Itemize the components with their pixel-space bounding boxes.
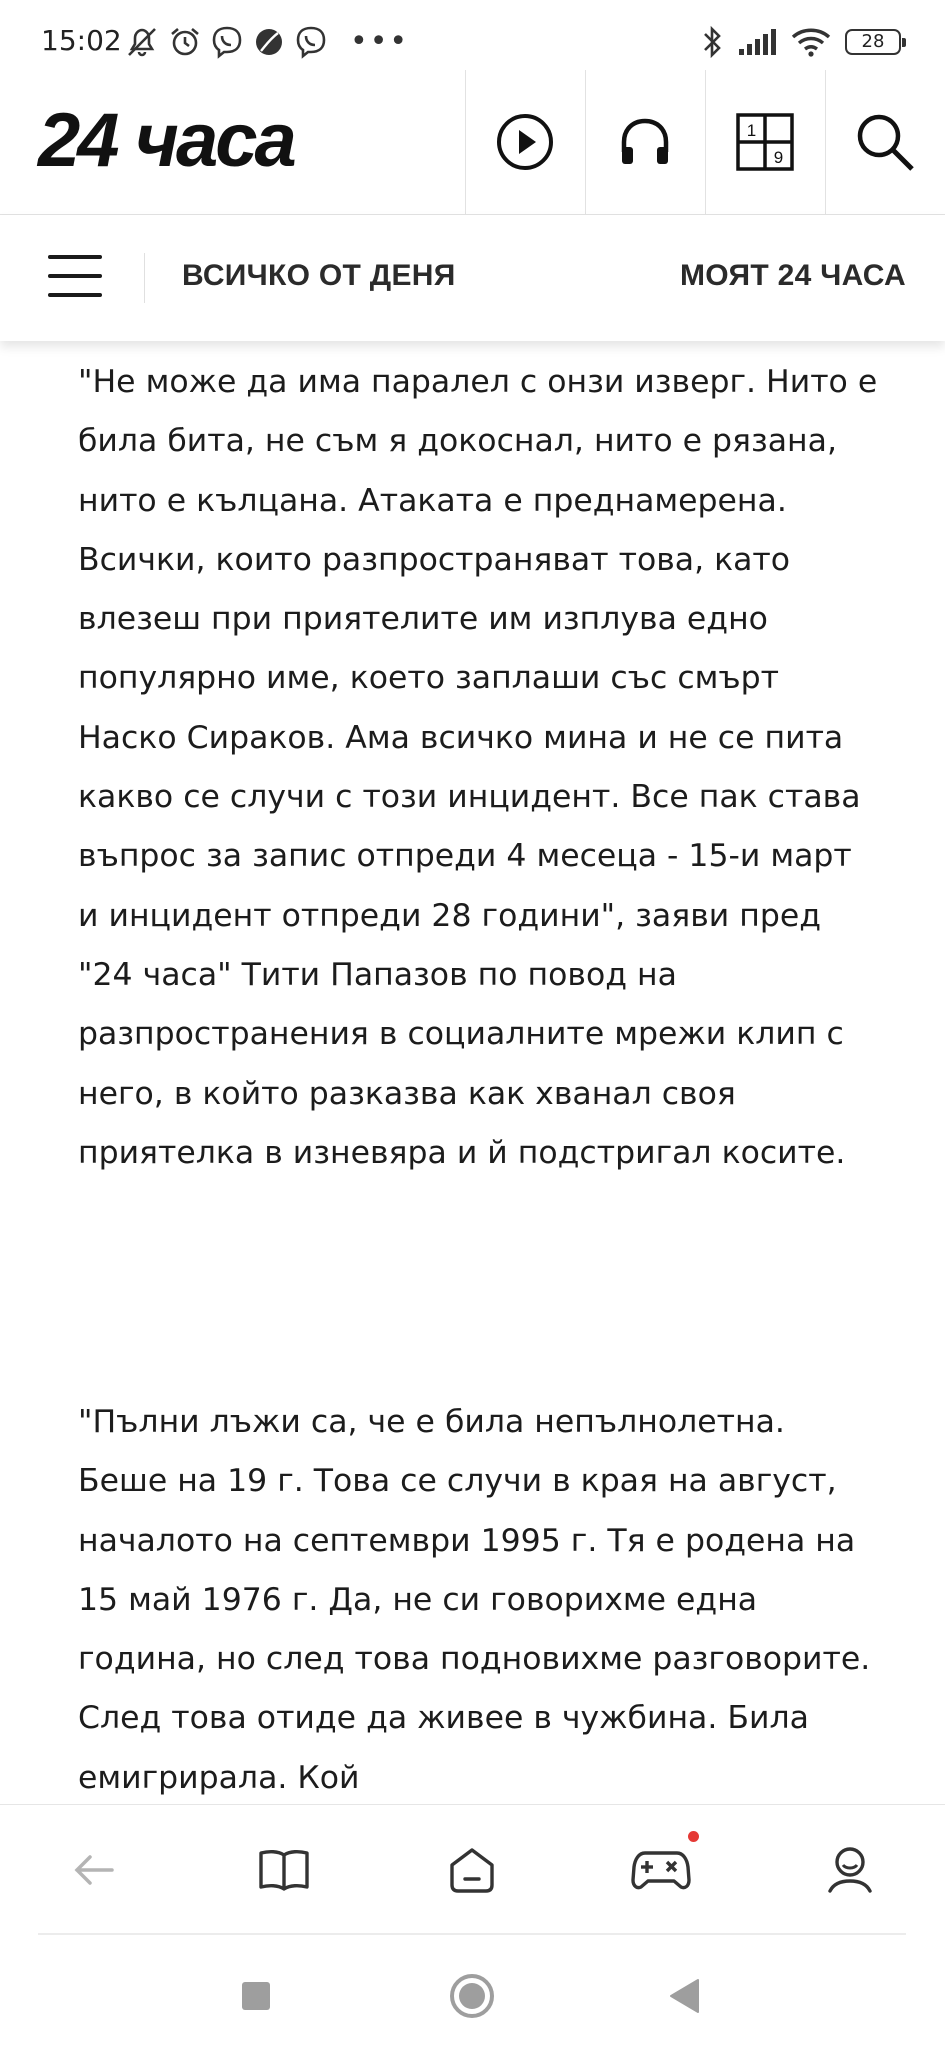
moon-icon: [252, 25, 286, 59]
signal-icon: [737, 27, 777, 57]
sudoku-icon: [735, 112, 795, 172]
section-nav: [0, 215, 945, 341]
search-icon: [854, 111, 916, 173]
back-triangle-icon: [668, 1978, 702, 2014]
hamburger-menu-button[interactable]: [48, 255, 104, 301]
system-back-button[interactable]: [655, 1966, 715, 2026]
recents-button[interactable]: [226, 1966, 286, 2026]
article-body: [0, 341, 945, 1804]
play-icon: [495, 112, 555, 172]
profile-icon: [826, 1845, 874, 1895]
viber-icon: [210, 25, 244, 59]
bottom-divider: [38, 1933, 906, 1935]
gamepad-icon: [631, 1847, 691, 1893]
sudoku-digit: 9: [773, 148, 784, 167]
battery-icon: 28: [845, 29, 901, 55]
alarm-icon: [168, 25, 202, 59]
wifi-icon: [791, 26, 831, 58]
menu-line: [48, 255, 102, 259]
article-paragraph: "Пълни лъжи са, че е била непълнолетна. Беше на 19 г. Това се случи в края на август, началото на септември 1995 г. Тя е родена на 15 май 1976 г. Да, не си говорихме една година, но след това подновихме разговорите. След това отиде да живее в чужбина. Била емигрирала. Кой: [78, 1404, 871, 1796]
notification-dot: [688, 1831, 699, 1842]
book-icon: [258, 1847, 310, 1893]
site-header: [0, 70, 945, 215]
system-navigation: [0, 1936, 945, 2048]
status-time: 15:02: [41, 24, 122, 57]
podcast-button[interactable]: [585, 70, 704, 214]
search-button[interactable]: [825, 70, 944, 214]
sudoku-button[interactable]: [705, 70, 824, 214]
profile-button[interactable]: [810, 1835, 890, 1905]
bluetooth-icon: [701, 24, 723, 60]
menu-line: [48, 293, 102, 297]
more-icon: •••: [350, 24, 410, 59]
status-icons-right: [701, 22, 901, 62]
games-button[interactable]: [621, 1835, 701, 1905]
back-button[interactable]: [54, 1835, 134, 1905]
back-arrow-icon: [72, 1852, 116, 1888]
article-paragraph: "Не може да има паралел с онзи изверг. Нито е била бита, не съм я докоснал, нито е рязана, нито е кълцана. Атаката е преднамерена. Всички, които разпространяват това, като влезеш при приятелите им изплува едно популярно име, което заплаши със смърт Наско Сираков. Ама всичко мина и не се пита какво се случи с този инцидент. Все пак става въпрос за запис отпреди 4 месеца - 15-и март и инцидент отпреди 28 години", заяви пред "24 часа" Тити Папазов по повод на разпространения в социалните мрежи клип с него, в който разказва как хванал своя приятелка в изневяра и й подстригал косите.: [78, 364, 878, 1171]
status-bar: [0, 0, 945, 70]
viber-icon: [294, 25, 328, 59]
home-button[interactable]: [432, 1835, 512, 1905]
play-button[interactable]: [465, 70, 584, 214]
menu-line: [48, 274, 102, 278]
mute-icon: [124, 25, 160, 59]
recents-square-icon: [240, 1980, 272, 2012]
site-logo[interactable]: 24 часа: [38, 98, 294, 183]
browser-bottom-bar: [0, 1804, 945, 1935]
system-home-button[interactable]: [442, 1966, 502, 2026]
home-icon: [446, 1845, 498, 1895]
home-circle-icon: [448, 1972, 496, 2020]
nav-my-24-chasa[interactable]: МОЯТ 24 ЧАСА: [679, 259, 906, 292]
nav-divider: [144, 253, 145, 303]
headphones-icon: [617, 116, 673, 168]
sudoku-digit: 1: [746, 121, 757, 140]
nav-all-of-day[interactable]: ВСИЧКО ОТ ДЕНЯ: [182, 259, 456, 292]
status-icons-left: [124, 24, 409, 60]
bookmarks-button[interactable]: [244, 1835, 324, 1905]
